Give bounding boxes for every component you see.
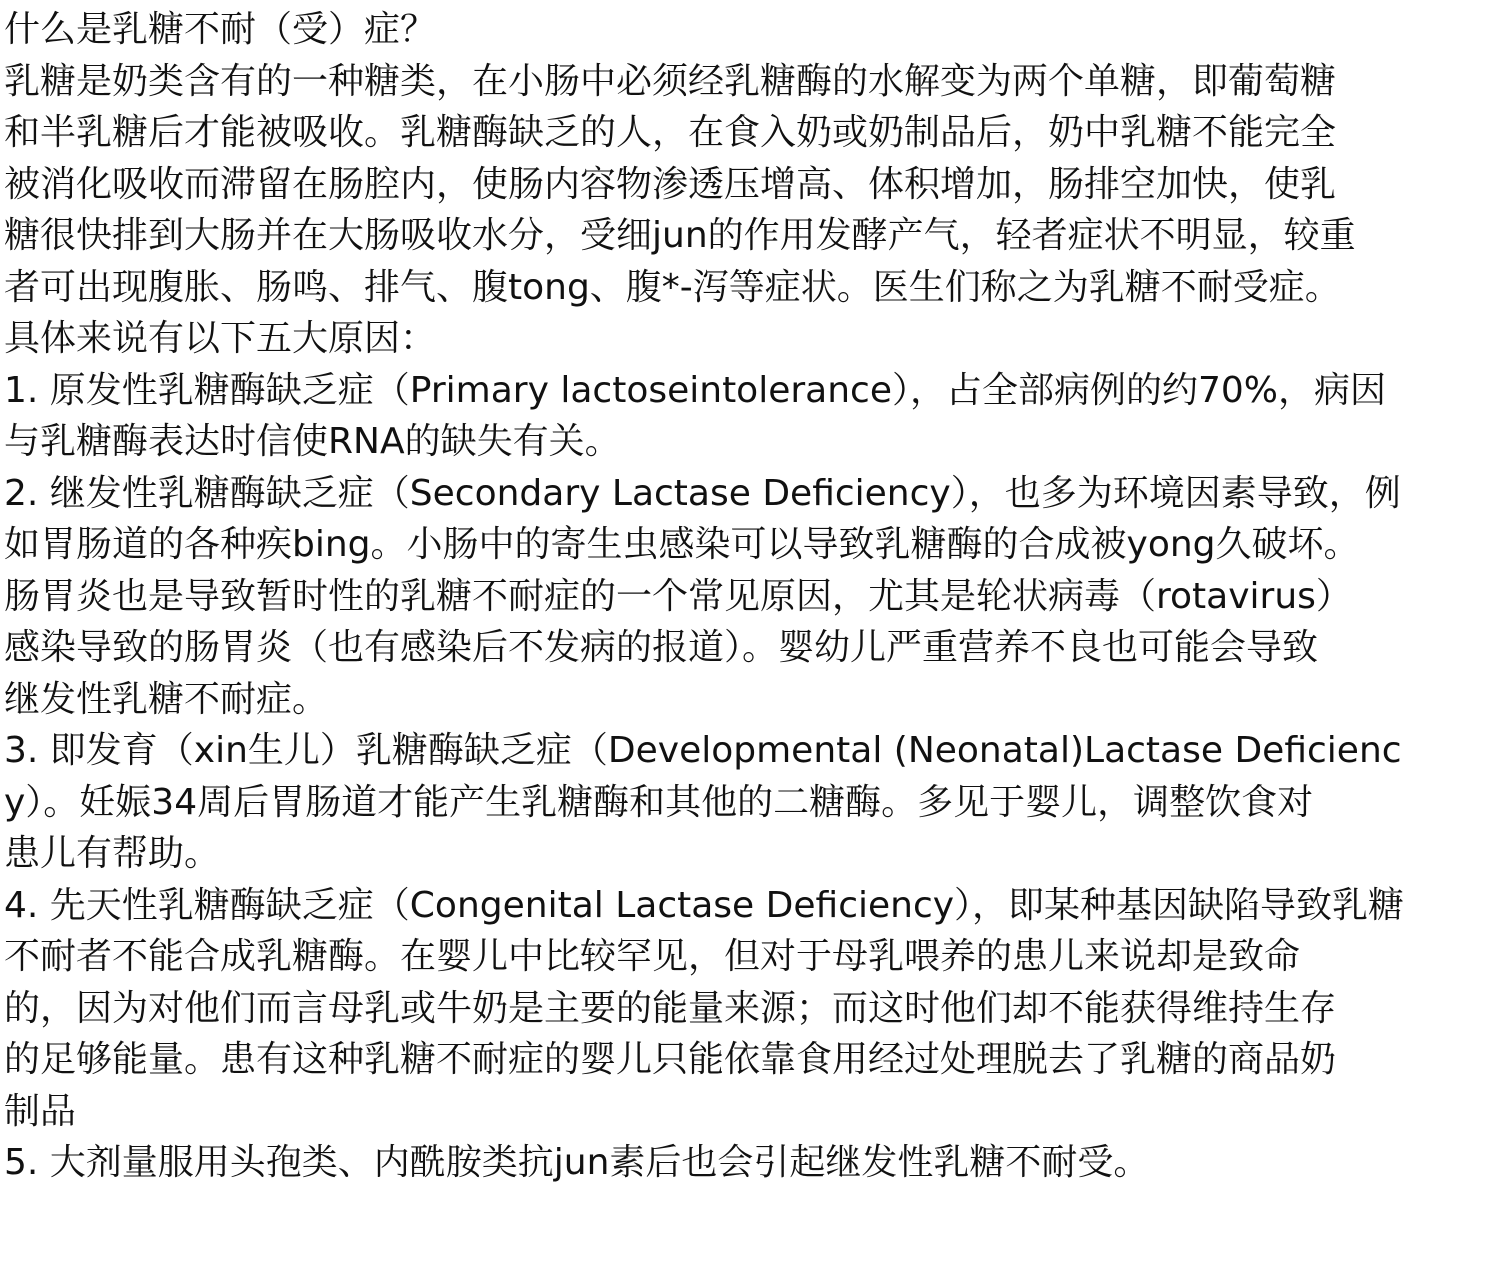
reason-line: 1. 原发性乳糖酶缺乏症（Primary lactoseintolerance），占全部病例的约70%，病因 — [4, 369, 1386, 411]
intro-paragraph — [4, 56, 1496, 314]
reason-line: y）。妊娠34周后胃肠道才能产生乳糖酶和其他的二糖酶。多见于婴儿，调整饮食对 — [4, 781, 1314, 823]
intro-line: 被消化吸收而滞留在肠腔内，使肠内容物渗透压增高、体积增加，肠排空加快，使乳 — [4, 163, 1337, 205]
reason-line: 2. 继发性乳糖酶缺乏症（Secondary Lactase Deficiency），也多为环境因素导致，例 — [4, 472, 1401, 514]
reason-item-3 — [4, 725, 1496, 880]
intro-line: 者可出现腹胀、肠鸣、排气、腹tong、腹*-泻等症状。医生们称之为乳糖不耐受症。 — [4, 266, 1341, 308]
reason-line: 制品 — [4, 1090, 77, 1132]
intro-line: 和半乳糖后才能被吸收。乳糖酶缺乏的人，在食入奶或奶制品后，奶中乳糖不能完全 — [4, 112, 1337, 153]
reason-line: 不耐者不能合成乳糖酶。在婴儿中比较罕见，但对于母乳喂养的患儿来说却是致命 — [4, 936, 1301, 977]
reason-line: 肠胃炎也是导致暂时性的乳糖不耐症的一个常见原因，尤其是轮状病毒（rotavirus） — [4, 575, 1352, 617]
reason-line: 患儿有帮助。 — [4, 833, 221, 874]
reason-item-4 — [4, 880, 1496, 1138]
intro-line: 糖很快排到大肠并在大肠吸收水分，受细jun的作用发酵产气，轻者症状不明显，较重 — [4, 215, 1356, 256]
reason-line: 的足够能量。患有这种乳糖不耐症的婴儿只能依靠食用经过处理脱去了乳糖的商品奶 — [4, 1039, 1337, 1080]
article-title: 什么是乳糖不耐（受）症？ — [4, 9, 437, 50]
reasons-heading: 具体来说有以下五大原因： — [4, 318, 437, 359]
reason-line: 5. 大剂量服用头孢类、内酰胺类抗jun素后也会引起继发性乳糖不耐受。 — [4, 1142, 1150, 1183]
reason-line: 感染导致的肠胃炎（也有感染后不发病的报道）。婴幼儿严重营养不良也可能会导致 — [4, 627, 1319, 668]
reason-item-2 — [4, 468, 1496, 726]
article-body — [4, 4, 1496, 1189]
reason-line: 3. 即发育（xin生儿）乳糖酶缺乏症（Developmental (Neonatal)Lactase Deficienc — [4, 730, 1402, 771]
reason-line: 的，因为对他们而言母乳或牛奶是主要的能量来源；而这时他们却不能获得维持生存 — [4, 987, 1337, 1029]
reason-line: 如胃肠道的各种疾bing。小肠中的寄生虫感染可以导致乳糖酶的合成被yong久破坏。 — [4, 524, 1360, 565]
intro-line: 乳糖是奶类含有的一种糖类，在小肠中必须经乳糖酶的水解变为两个单糖，即葡萄糖 — [4, 60, 1337, 102]
reason-line: 继发性乳糖不耐症。 — [4, 678, 329, 720]
reason-line: 与乳糖酶表达时信使RNA的缺失有关。 — [4, 421, 621, 462]
reason-item-1 — [4, 365, 1496, 468]
reason-line: 4. 先天性乳糖酶缺乏症（Congenital Lactase Deficiency），即某种基因缺陷导致乳糖 — [4, 884, 1405, 926]
reason-item-5 — [4, 1137, 1496, 1189]
